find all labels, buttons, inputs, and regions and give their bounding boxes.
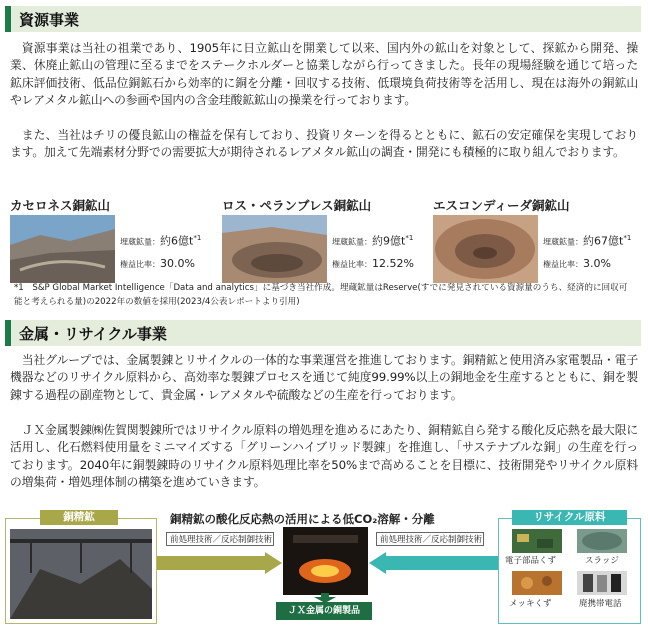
reserve-value: 約67億t [583,234,624,248]
concentrate-photo [10,529,152,619]
mine-photo [433,215,538,283]
mine-stats [120,228,201,275]
mine-card [433,196,633,270]
recycle-item-label: 電子部品くず [505,556,557,566]
mine-name: エスコンディーダ銅鉱山 [433,198,570,213]
mine-stats [543,228,631,275]
metals-paragraph-1: 当社グループでは、金属製錬とリサイクルの一体的な事業運営を推進しております。銅精鉱と使用済み家電製品・電子機器などのリサイクル原料から、高効率な製錬プロセスを通じて純度99.99%以上の銅地金を生産するとともに、銅を製錬する過程の副産物として、貴金属・レアメタルや硫酸などの生産を行っております。 [10,353,638,402]
footnote-ref: *1 [193,234,202,242]
resources-paragraph-1: 資源事業は当社の祖業であり、1905年に日立鉱山を開業して以来、国内外の鉱山を対象として、探鉱から開発、操業、休廃止鉱山の管理に至るまでをステークホルダーと協業しながら行ってきました。長年の現場経験を通じて培った鉱床評価技術、低品位銅鉱石から効率的に銅を分離・回収する技術、低環境負荷技術等を活用し、現在は海外の銅鉱山やレアメタル鉱山への参画や国内の含金珪酸鉱鉱山の操業を行っております。 [10,41,638,107]
electronic-scrap-photo [512,529,562,553]
section-header-resources [5,6,641,32]
footnote: *1 S&P Global Market Intelligence「Data and analytics」に基づき当社作成。埋蔵鉱量はReserve(すでに発見されている資源量のうち、経済的に回収可能と考えられる量)の2022年の数値を採用(2023/4公表レポートより引用) [14,283,628,307]
reserve-value: 約6億t [160,234,194,248]
ratio-value: 3.0% [583,256,611,270]
process-label-left: 前処理技術／反応制御技術 [166,532,274,546]
arrow-left-icon [369,552,499,574]
ratio-value: 12.52% [372,256,414,270]
product-label: ＪＸ金属の銅製品 [276,602,372,620]
smelter-photo [283,527,368,595]
ratio-label: 権益比率： [120,259,160,269]
section-title: 金属・リサイクル事業 [19,325,167,343]
mine-photo [222,215,327,283]
recycle-item-label: スラッジ [585,556,619,566]
mine-card [10,196,210,270]
metals-paragraph-2: ＪＸ金属製錬㈱佐賀関製錬所ではリサイクル原料の増処理を進めるにあたり、銅精鉱自ら発する酸化反応熱を最大限に活用し、化石燃料使用量をミニマイズする「グリーンハイブリッド製錬」を推進し、「サステナブルな銅」の生産を行っております。2040年に銅製錬時のリサイクル原料処理比率を50%まで高めることを目標に、技術開発やリサイクル原料の増集荷・増処理体制の構築を進めていきます。 [10,423,638,489]
reserve-value: 約9億t [372,234,406,248]
reserve-label: 埋蔵鉱量： [120,237,160,247]
ratio-value: 30.0% [160,256,195,270]
footnote-ref: *1 [623,234,632,242]
plating-scrap-photo [512,571,562,595]
mine-stats [332,228,414,275]
section-header-metals [5,320,641,346]
recycle-box [498,518,641,624]
sludge-photo [577,529,627,553]
reserve-label: 埋蔵鉱量： [543,237,583,247]
resources-paragraph-2: また、当社はチリの優良鉱山の権益を保有しており、投資リターンを得るとともに、鉱石の安定確保を実現しております。加えて先端素材分野での需要拡大が期待されるレアメタル鉱山の調査・開発にも積極的に取り組んでおります。 [10,128,638,160]
section-title: 資源事業 [19,11,80,29]
process-label-right: 前処理技術／反応制御技術 [376,532,484,546]
mine-name: ロス・ペランブレス銅鉱山 [222,198,372,213]
ratio-label: 権益比率： [332,259,372,269]
mine-card [222,196,422,270]
recycle-item-label: 廃携帯電話 [579,599,622,609]
concentrate-tag: 銅精鉱 [40,510,118,525]
mobile-phone-photo [577,571,627,595]
mine-photo [10,215,115,283]
recycle-tag: リサイクル原料 [512,510,627,525]
arrow-right-icon [157,552,282,574]
reserve-label: 埋蔵鉱量： [332,237,372,247]
concentrate-box [5,518,157,624]
footnote-ref: *1 [405,234,414,242]
diagram-title: 銅精鉱の酸化反応熱の活用による低CO₂溶解・分離 [170,512,435,526]
recycle-item-label: メッキくず [509,599,552,609]
ratio-label: 権益比率： [543,259,583,269]
mine-name: カセロネス銅鉱山 [10,198,111,213]
